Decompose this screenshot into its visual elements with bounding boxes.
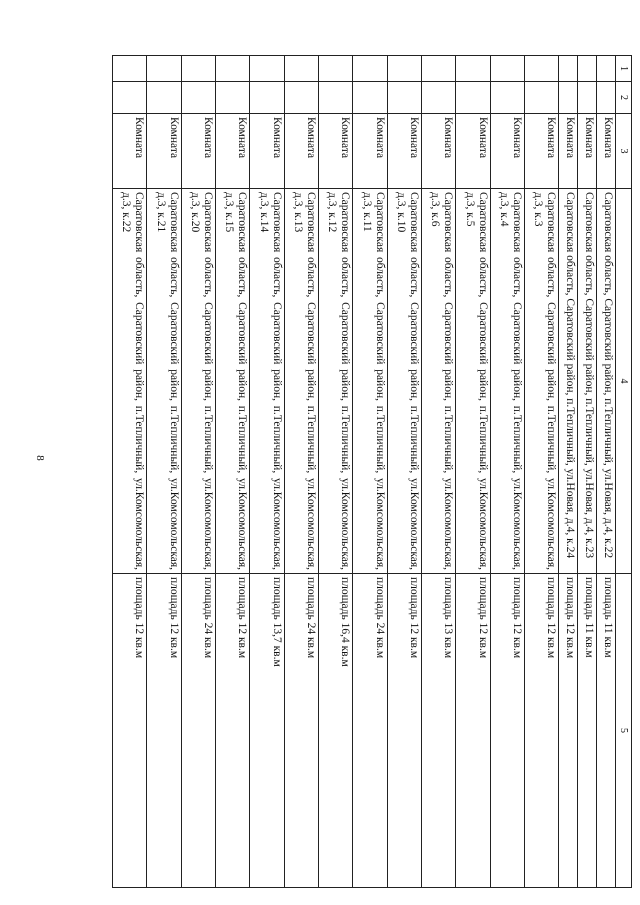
table-row: [319, 56, 353, 888]
rotated-table-container: [112, 55, 632, 887]
row-code-cell: [353, 82, 387, 114]
header-col-4: 4: [616, 189, 632, 574]
header-col-3: 3: [616, 114, 632, 189]
object-type-cell: Комната: [597, 114, 616, 189]
address-cell: Саратовская область, Саратовский район, п.Тепличный, ул.Новая, д.4, к.23: [578, 189, 597, 574]
object-type-cell: Комната: [578, 114, 597, 189]
area-cell: площадь 12 кв.м: [490, 574, 524, 888]
table-row: [524, 56, 558, 888]
row-code-cell: [387, 82, 421, 114]
row-number-cell: [353, 56, 387, 82]
table-row: [456, 56, 490, 888]
table-row: [216, 56, 250, 888]
area-cell: площадь 12 кв.м: [456, 574, 490, 888]
row-code-cell: [147, 82, 181, 114]
area-cell: площадь 11 кв.м: [597, 574, 616, 888]
area-cell: площадь 12 кв.м: [216, 574, 250, 888]
row-code-cell: [250, 82, 284, 114]
header-col-2: 2: [616, 82, 632, 114]
object-type-cell: Комната: [250, 114, 284, 189]
page-number: 8: [34, 455, 46, 461]
row-number-cell: [597, 56, 616, 82]
row-number-cell: [387, 56, 421, 82]
area-cell: площадь 13 кв.м: [421, 574, 455, 888]
object-type-cell: Комната: [181, 114, 215, 189]
row-number-cell: [181, 56, 215, 82]
header-col-5: 5: [616, 574, 632, 888]
address-cell: Саратовская область, Саратовский район, п.Тепличный, ул.Комсомольская, д.3, к.10: [387, 189, 421, 574]
address-cell: Саратовская область, Саратовский район, п.Тепличный, ул.Комсомольская, д.3, к.13: [284, 189, 318, 574]
object-type-cell: Комната: [284, 114, 318, 189]
table-row: [353, 56, 387, 888]
object-type-cell: Комната: [113, 114, 147, 189]
row-code-cell: [113, 82, 147, 114]
address-cell: Саратовская область, Саратовский район, п.Тепличный, ул.Комсомольская, д.3, к.21: [147, 189, 181, 574]
table-row: [490, 56, 524, 888]
table-row: [597, 56, 616, 888]
row-number-cell: [113, 56, 147, 82]
row-code-cell: [181, 82, 215, 114]
row-code-cell: [284, 82, 318, 114]
address-cell: Саратовская область, Саратовский район, п.Тепличный, ул.Новая, д.4, к.24: [559, 189, 578, 574]
header-col-1: 1: [616, 56, 632, 82]
object-type-cell: Комната: [216, 114, 250, 189]
area-cell: площадь 13,7 кв.м: [250, 574, 284, 888]
area-cell: площадь 24 кв.м: [284, 574, 318, 888]
address-cell: Саратовская область, Саратовский район, п.Тепличный, ул.Комсомольская, д.3, к.14: [250, 189, 284, 574]
object-type-cell: Комната: [353, 114, 387, 189]
area-cell: площадь 12 кв.м: [147, 574, 181, 888]
table-row: [147, 56, 181, 888]
area-cell: площадь 12 кв.м: [559, 574, 578, 888]
area-cell: площадь 16,4 кв.м: [319, 574, 353, 888]
row-code-cell: [559, 82, 578, 114]
address-cell: Саратовская область, Саратовский район, п.Тепличный, ул.Комсомольская, д.3, к.15: [216, 189, 250, 574]
table-row: [578, 56, 597, 888]
row-code-cell: [456, 82, 490, 114]
row-number-cell: [319, 56, 353, 82]
table-row: [113, 56, 147, 888]
row-code-cell: [524, 82, 558, 114]
table-row: [559, 56, 578, 888]
address-cell: Саратовская область, Саратовский район, п.Тепличный, ул.Комсомольская, д.3, к.5: [456, 189, 490, 574]
row-number-cell: [559, 56, 578, 82]
row-number-cell: [490, 56, 524, 82]
object-type-cell: Комната: [490, 114, 524, 189]
area-cell: площадь 11 кв.м: [578, 574, 597, 888]
area-cell: площадь 12 кв.м: [524, 574, 558, 888]
address-cell: Саратовская область, Саратовский район, п.Тепличный, ул.Комсомольская, д.3, к.3: [524, 189, 558, 574]
table-row: [181, 56, 215, 888]
object-type-cell: Комната: [147, 114, 181, 189]
row-code-cell: [578, 82, 597, 114]
row-code-cell: [597, 82, 616, 114]
table-row: [421, 56, 455, 888]
row-code-cell: [319, 82, 353, 114]
row-number-cell: [456, 56, 490, 82]
address-cell: Саратовская область, Саратовский район, п.Тепличный, ул.Комсомольская, д.3, к.12: [319, 189, 353, 574]
header-row: [616, 56, 632, 888]
row-number-cell: [147, 56, 181, 82]
row-number-cell: [284, 56, 318, 82]
object-type-cell: Комната: [319, 114, 353, 189]
object-type-cell: Комната: [559, 114, 578, 189]
property-table: [112, 55, 632, 888]
row-number-cell: [578, 56, 597, 82]
table-row: [387, 56, 421, 888]
row-number-cell: [421, 56, 455, 82]
address-cell: Саратовская область, Саратовский район, п.Тепличный, ул.Комсомольская, д.3, к.22: [113, 189, 147, 574]
table-row: [284, 56, 318, 888]
area-cell: площадь 12 кв.м: [387, 574, 421, 888]
area-cell: площадь 12 кв.м: [113, 574, 147, 888]
address-cell: Саратовская область, Саратовский район, п.Тепличный, ул.Комсомольская, д.3, к.11: [353, 189, 387, 574]
object-type-cell: Комната: [421, 114, 455, 189]
address-cell: Саратовская область, Саратовский район, п.Тепличный, ул.Новая, д.4, к.22: [597, 189, 616, 574]
area-cell: площадь 24 кв.м: [181, 574, 215, 888]
row-number-cell: [250, 56, 284, 82]
area-cell: площадь 24 кв.м: [353, 574, 387, 888]
object-type-cell: Комната: [456, 114, 490, 189]
object-type-cell: Комната: [387, 114, 421, 189]
row-number-cell: [524, 56, 558, 82]
row-number-cell: [216, 56, 250, 82]
address-cell: Саратовская область, Саратовский район, п.Тепличный, ул.Комсомольская, д.3, к.4: [490, 189, 524, 574]
address-cell: Саратовская область, Саратовский район, п.Тепличный, ул.Комсомольская, д.3, к.6: [421, 189, 455, 574]
table-body: [113, 56, 616, 888]
object-type-cell: Комната: [524, 114, 558, 189]
address-cell: Саратовская область, Саратовский район, п.Тепличный, ул.Комсомольская, д.3, к.20: [181, 189, 215, 574]
row-code-cell: [490, 82, 524, 114]
row-code-cell: [216, 82, 250, 114]
table-row: [250, 56, 284, 888]
row-code-cell: [421, 82, 455, 114]
